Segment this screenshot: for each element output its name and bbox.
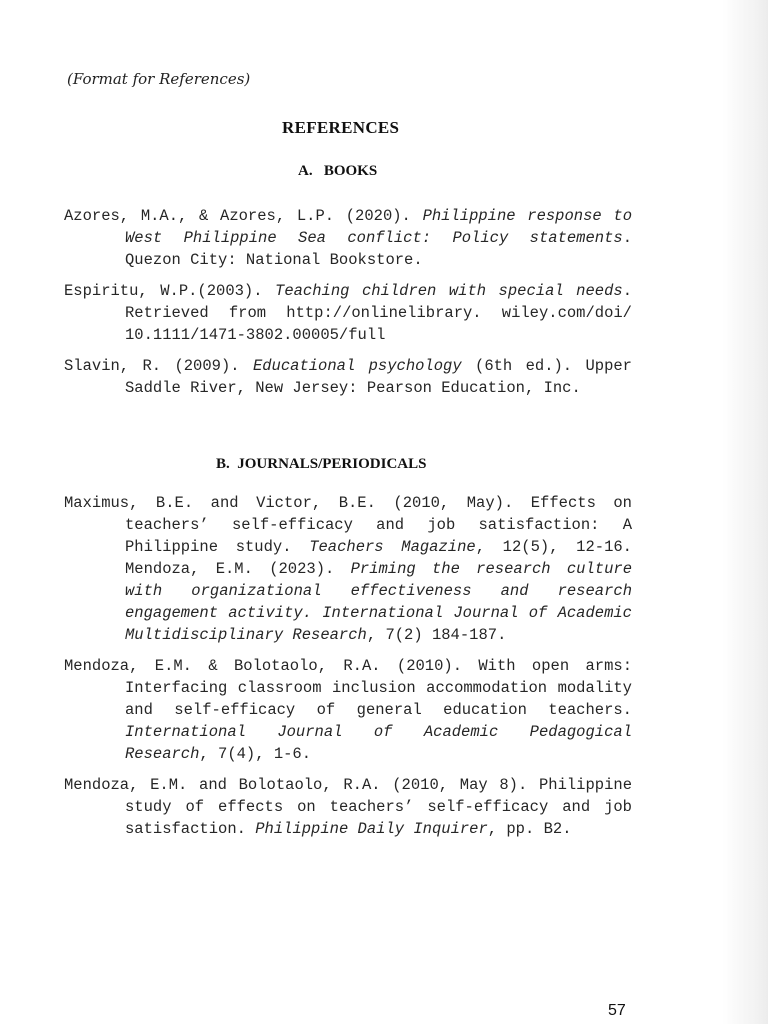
journals-reference-list xyxy=(64,492,632,849)
reference-entry: Espiritu, W.P.(2003). Teaching children with special needs. Retrieved from http://onlinelibrary. wiley.com/doi/ 10.1111/1471-3802.00005/full xyxy=(64,282,632,344)
reference-entry: Maximus, B.E. and Victor, B.E. (2010, May). Effects on teachers’ self-efficacy and job satisfaction: A Philippine study. Teachers Magazine, 12(5), 12-16. Mendoza, E.M. (2023). Priming the research culture with organizational effectiveness and research engagement activity. International Journal of Academic Multidisciplinary Research, 7(2) 184-187. xyxy=(64,494,632,644)
page-edge-shadow xyxy=(722,0,768,1024)
reference-entry: Mendoza, E.M. & Bolotaolo, R.A. (2010). With open arms: Interfacing classroom inclusion accommodation modality and self-efficacy of general education teachers. International Journal of Academic Pedagogical Research, 7(4), 1-6. xyxy=(64,657,632,763)
books-reference-list xyxy=(64,205,632,408)
references-title: REFERENCES xyxy=(282,118,400,137)
section-heading-journals: B. JOURNALS/PERIODICALS xyxy=(216,456,427,472)
format-note: (Format for References) xyxy=(67,70,251,88)
reference-entry: Azores, M.A., & Azores, L.P. (2020). Philippine response to West Philippine Sea conflict: Policy statements. Quezon City: National Bookstore. xyxy=(64,207,632,269)
page-number: 57 xyxy=(608,1002,626,1019)
reference-entry: Slavin, R. (2009). Educational psychology (6th ed.). Upper Saddle River, New Jersey: Pearson Education, Inc. xyxy=(64,357,632,397)
section-heading-books: A. BOOKS xyxy=(298,163,378,179)
reference-entry: Mendoza, E.M. and Bolotaolo, R.A. (2010, May 8). Philippine study of effects on teachers’ self-efficacy and job satisfaction. Philippine Daily Inquirer, pp. B2. xyxy=(64,776,632,838)
